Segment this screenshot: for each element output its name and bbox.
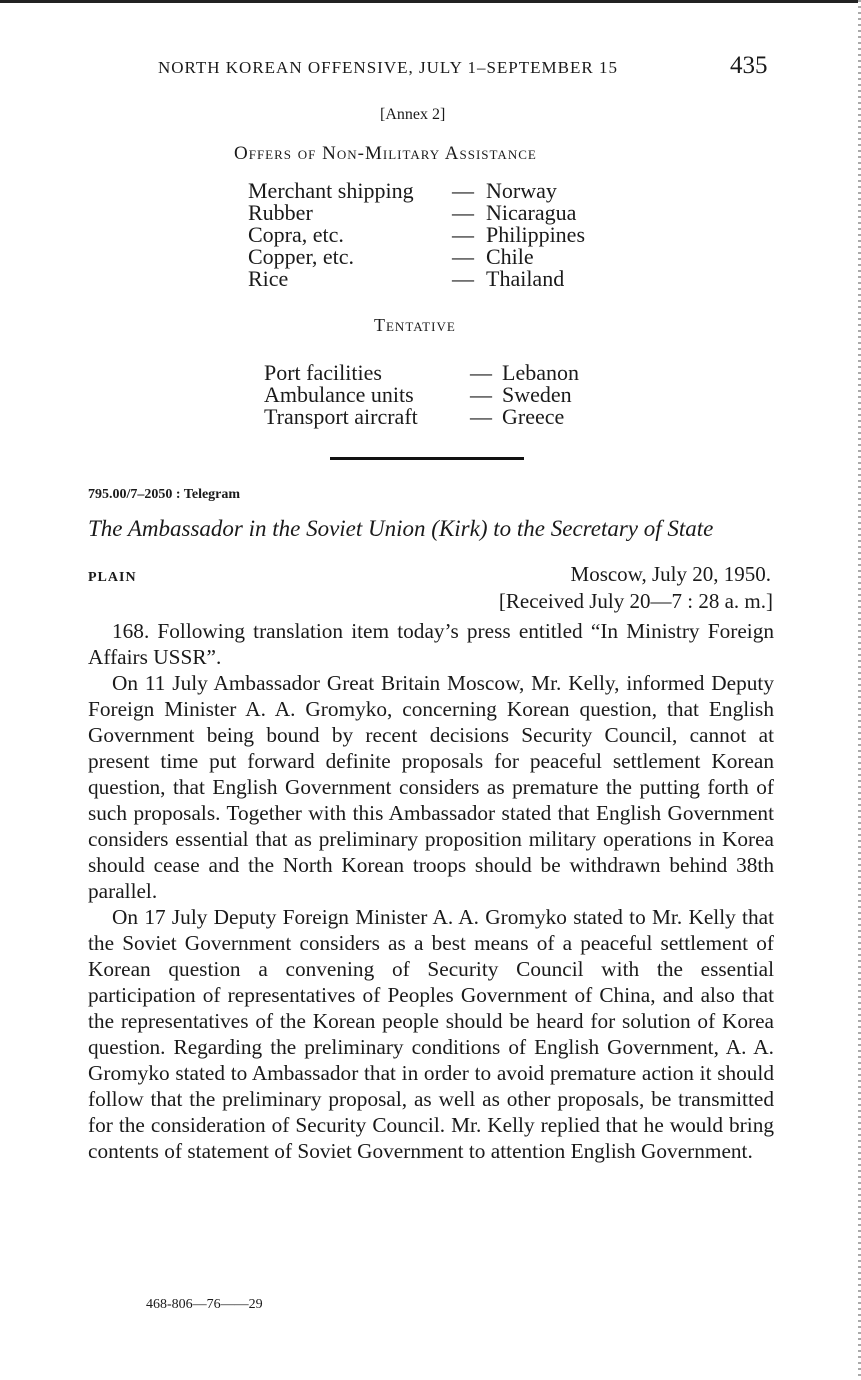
offer-row [248,268,648,290]
tentative-row [264,362,664,384]
offer-item: Copper, etc. [248,244,355,269]
printer-signature: 468-806—76——29 [146,1297,263,1312]
offer-item: Rubber [248,200,313,225]
page-number: 435 [730,52,768,79]
offer-dash: — [452,178,474,203]
tentative-table [264,362,664,428]
offer-row [248,202,648,224]
dateline: Moscow, July 20, 1950. [570,562,771,586]
file-number: 795.00/7–2050 : Telegram [88,487,241,502]
running-head: NORTH KOREAN OFFENSIVE, JULY 1–SEPTEMBER 15 [158,58,618,77]
offer-item: Merchant shipping [248,178,414,203]
page-top-border [0,0,861,3]
tentative-item: Port facilities [264,360,382,385]
tentative-row [264,406,664,428]
tentative-dash: — [470,404,492,429]
tentative-row [264,384,664,406]
offer-row [248,180,648,202]
body-paragraph: On 17 July Deputy Foreign Minister A. A. Gromyko stated to Mr. Kelly that the Soviet Government considers as a best means of a peaceful settlement of Korean question a convening of Security Council with the essential participation of representatives of Peoples Government of China, and also that the representatives of the Korean people should be heard for solution of Korea question. Regarding the preliminary conditions of English Government, A. A. Gromyko stated to Ambassador that in order to avoid premature action it should follow that the preliminary proposal, as well as other proposals, be transmitted for the consideration of Security Council. Mr. Kelly replied that he would bring contents of statement of Soviet Government to attention English Government. [88,905,774,1163]
offer-dash: — [452,244,474,269]
offer-dash: — [452,266,474,291]
offer-item: Rice [248,266,289,291]
annex-label: [Annex 2] [380,106,446,123]
section-divider [330,457,524,460]
tentative-country: Sweden [502,382,572,407]
tentative-dash: — [470,382,492,407]
tentative-item: Ambulance units [264,382,414,407]
tentative-country: Lebanon [502,360,579,385]
offer-row [248,224,648,246]
tentative-dash: — [470,360,492,385]
received-line: [Received July 20—7 : 28 a. m.] [498,589,773,613]
offer-country: Thailand [486,266,565,291]
body-paragraph: On 11 July Ambassador Great Britain Moscow, Mr. Kelly, informed Deputy Foreign Minister A. A. Gromyko, concerning Korean question, that English Government being bound by recent decisions Security Council, cannot at present time put forward definite proposals for peaceful settlement Korean question, that English Government considers as premature the putting forth of such proposals. Together with this Ambassador stated that English Government considers essential that as preliminary proposition military operations in Korea should cease and the North Korean troops should be withdrawn behind 38th parallel. [88,671,774,903]
annex-title: Offers of Non-Military Assistance [234,143,537,164]
offer-row [248,246,648,268]
classification-label: PLAIN [88,570,137,585]
telegram-body [88,618,774,1164]
tentative-item: Transport aircraft [264,404,418,429]
offer-dash: — [452,200,474,225]
document-heading: The Ambassador in the Soviet Union (Kirk) to the Secretary of State [88,516,714,541]
offer-dash: — [452,222,474,247]
offer-country: Nicaragua [486,200,577,225]
offer-country: Philippines [486,222,586,247]
tentative-title: Tentative [374,315,456,335]
offers-table [248,180,648,290]
body-paragraph: 168. Following translation item today’s press entitled “In Ministry Foreign Affairs USSR”. [88,619,774,669]
offer-country: Norway [486,178,557,203]
offer-item: Copra, etc. [248,222,344,247]
tentative-country: Greece [502,404,565,429]
offer-country: Chile [486,244,534,269]
